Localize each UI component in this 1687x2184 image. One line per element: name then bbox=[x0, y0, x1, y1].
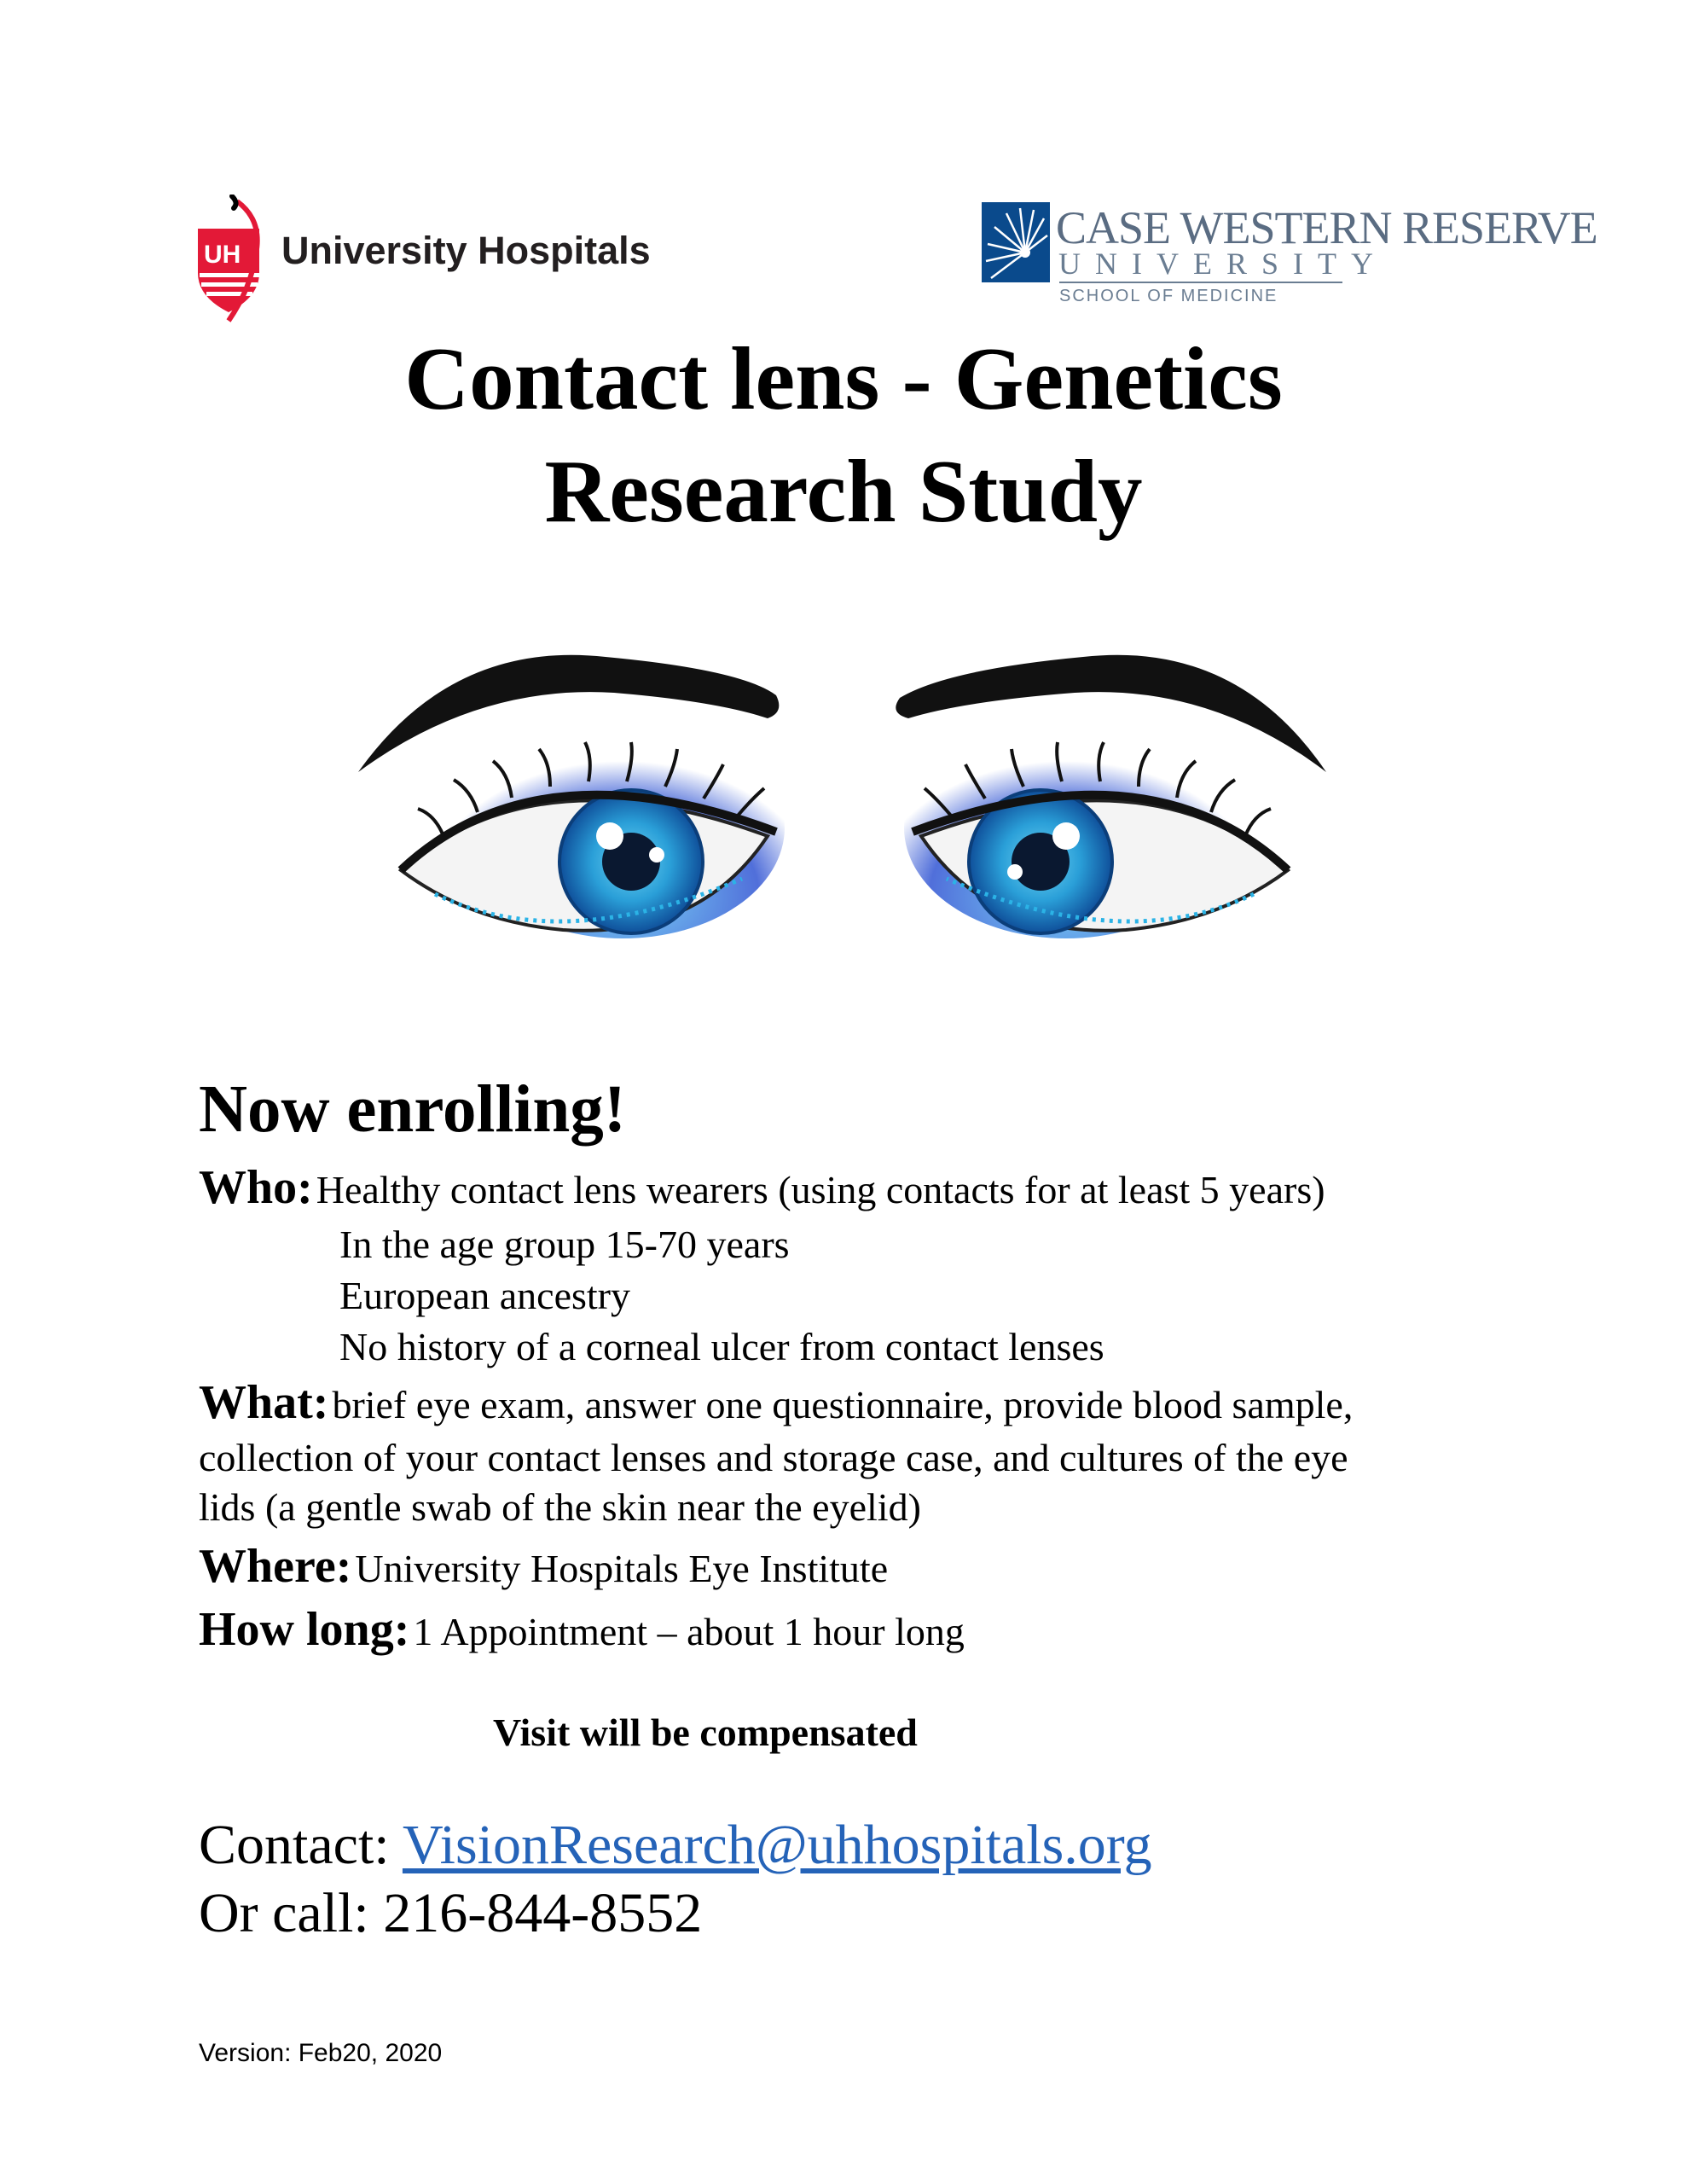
what-line: lids (a gentle swab of the skin near the eyelid) bbox=[199, 1485, 921, 1529]
where-label: Where: bbox=[199, 1540, 352, 1593]
cwru-line1: CASE WESTERN RESERVE bbox=[1056, 202, 1597, 253]
cwru-logo bbox=[981, 201, 1597, 312]
contact-row bbox=[199, 1813, 1152, 1878]
uh-name: University Hospitals bbox=[281, 229, 651, 272]
cwru-line2: UNIVERSITY bbox=[1058, 247, 1388, 281]
call-label: Or call: bbox=[199, 1882, 369, 1944]
compensation-note: Visit will be compensated bbox=[493, 1711, 918, 1754]
phone-number: 216-844-8552 bbox=[383, 1882, 703, 1944]
contact-label: Contact: bbox=[199, 1814, 390, 1876]
title-line-1: Contact lens - Genetics bbox=[404, 328, 1283, 428]
call-row bbox=[199, 1881, 702, 1946]
uh-badge: UH bbox=[204, 241, 241, 269]
what-line: brief eye exam, answer one questionnaire, provide blood sample, bbox=[332, 1383, 1354, 1426]
eyes-illustration-icon bbox=[341, 623, 1348, 981]
cwru-line3: SCHOOL OF MEDICINE bbox=[1059, 287, 1278, 305]
contact-email-link[interactable]: VisionResearch@uhhospitals.org bbox=[402, 1814, 1152, 1876]
version-note: Version: Feb20, 2020 bbox=[199, 2039, 443, 2067]
who-row bbox=[199, 1160, 1325, 1215]
page-title bbox=[0, 322, 1687, 548]
where-text: University Hospitals Eye Institute bbox=[355, 1547, 889, 1590]
title-line-2: Research Study bbox=[544, 441, 1143, 541]
cwru-divider bbox=[1059, 282, 1342, 283]
where-row bbox=[199, 1539, 888, 1594]
who-item: European ancestry bbox=[339, 1274, 631, 1317]
what-row bbox=[199, 1375, 1353, 1430]
who-item: Healthy contact lens wearers (using contacts for at least 5 years) bbox=[316, 1168, 1325, 1211]
left-eye bbox=[401, 717, 785, 938]
uh-logo bbox=[194, 195, 651, 322]
how-long-text: 1 Appointment – about 1 hour long bbox=[413, 1610, 965, 1653]
right-eye bbox=[904, 717, 1288, 938]
who-item: In the age group 15-70 years bbox=[339, 1223, 790, 1266]
who-item: No history of a corneal ulcer from contact lenses bbox=[339, 1325, 1104, 1368]
how-long-label: How long: bbox=[199, 1603, 410, 1656]
cwru-sunburst-icon bbox=[981, 201, 1051, 283]
enrolling-heading: Now enrolling! bbox=[199, 1072, 627, 1147]
what-label: What: bbox=[199, 1376, 329, 1429]
how-long-row bbox=[199, 1602, 965, 1657]
who-label: Who: bbox=[199, 1161, 313, 1214]
what-line: collection of your contact lenses and storage case, and cultures of the eye bbox=[199, 1436, 1348, 1479]
uh-shield-icon bbox=[194, 195, 280, 322]
